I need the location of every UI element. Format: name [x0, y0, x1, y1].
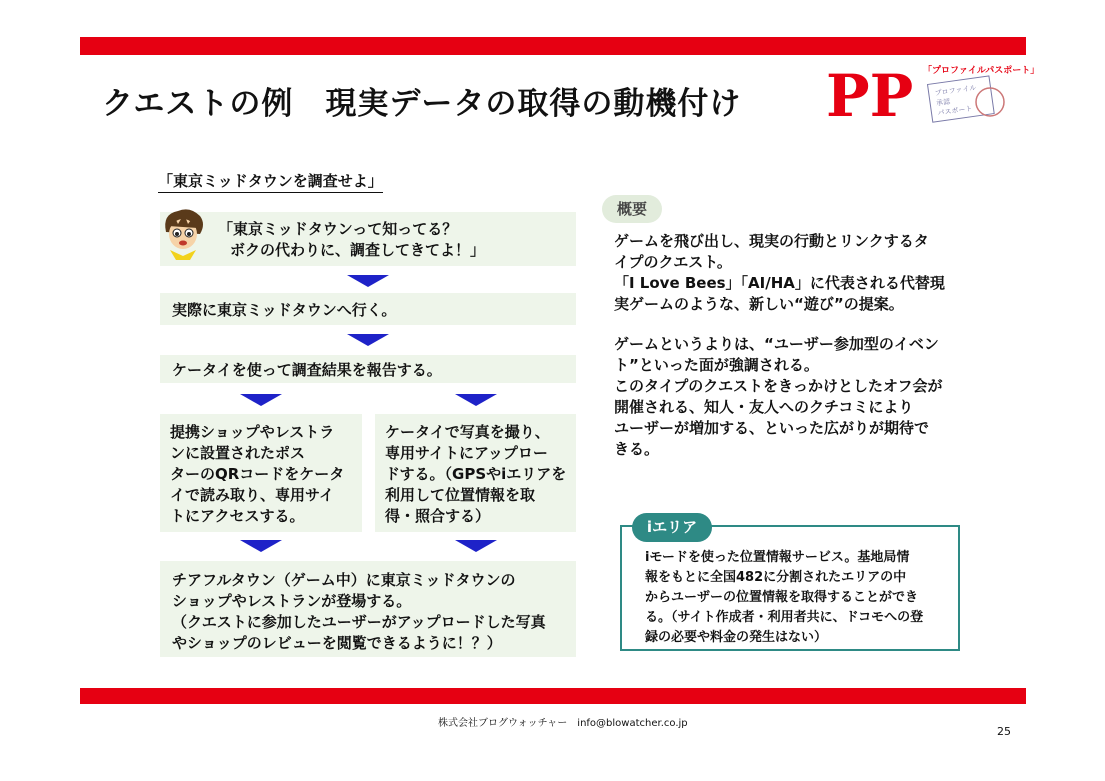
footer-company: 株式会社ブログウォッチャー info@blowatcher.co.jp: [438, 718, 688, 729]
slide-title: クエストの例 現実データの取得の動機付け: [102, 86, 742, 122]
branch-qr-box: 提携ショップやレストラ ンに設置されたポス ターのQRコードをケータ イで読み取り、専用サイ トにアクセスする。: [160, 414, 362, 532]
iarea-label: iエリア: [632, 513, 712, 542]
logo-tagline: 「プロファイルパスポート」: [923, 66, 1040, 76]
logo-seal-icon: [976, 88, 1004, 116]
step-visit-box: 実際に東京ミッドタウンへ行く。: [160, 293, 576, 325]
svg-text:プロファイル: プロファイル: [934, 83, 977, 98]
flow-arrow-icon: [240, 394, 282, 406]
overview-label: 概要: [602, 195, 662, 223]
overview-text: ゲームを飛び出し、現実の行動とリンクするタ イプのクエスト。 「I Love Bees」「AI/HA」に代表される代替現 実ゲームのような、新しい“遊び”の提案。 ゲームというよりは、“ユーザー参加型のイベン ト”といった面が強調される。 このタイプのクエストをきっかけとしたオフ会が 開催される、知人・友人へのクチコミにより ユーザーが増加する、といった広がりが期待で きる。: [614, 232, 945, 458]
iarea-text: iモードを使った位置情報サービス。基地局情 報をもとに全国482に分割されたエリアの中 からユーザーの位置情報を取得することができ る。（サイト作成者・利用者共に、ドコモへの登 録の必要や料金の発生はない）: [645, 550, 924, 645]
branch-photo-box: ケータイで写真を撮り、 専用サイトにアップロー ドする。（GPSやiエリアを 利用して位置情報を取 得・照合する）: [375, 414, 576, 532]
flow-arrow-icon: [455, 394, 497, 406]
logo-letters: PP: [826, 62, 914, 130]
footer-red-bar: [80, 688, 1026, 704]
result-box: チアフルタウン（ゲーム中）に東京ミッドタウンの ショップやレストランが登場する。 （クエストに参加したユーザーがアップロードした写真 やショップのレビューを閲覧できるように！？）: [160, 561, 576, 657]
character-avatar-icon: [160, 206, 206, 260]
step-report-box: ケータイを使って調査結果を報告する。: [160, 355, 576, 383]
flow-arrow-icon: [455, 540, 497, 552]
header-red-bar: [80, 37, 1026, 55]
svg-text:承認: 承認: [935, 97, 951, 108]
profile-passport-logo: [826, 62, 1040, 130]
flow-arrow-icon: [347, 275, 389, 287]
quest-subtitle: 「東京ミッドタウンを調査せよ」: [158, 170, 383, 193]
speech-line: 「東京ミッドタウンって知ってる？: [218, 220, 458, 238]
page-number: 25: [997, 725, 1011, 738]
svg-text:パスポート: パスポート: [937, 104, 973, 118]
speech-line: ボクの代わりに、調査してきてよ！」: [230, 241, 486, 259]
flow-arrow-icon: [347, 334, 389, 346]
speech-box: [160, 212, 576, 266]
flow-arrow-icon: [240, 540, 282, 552]
